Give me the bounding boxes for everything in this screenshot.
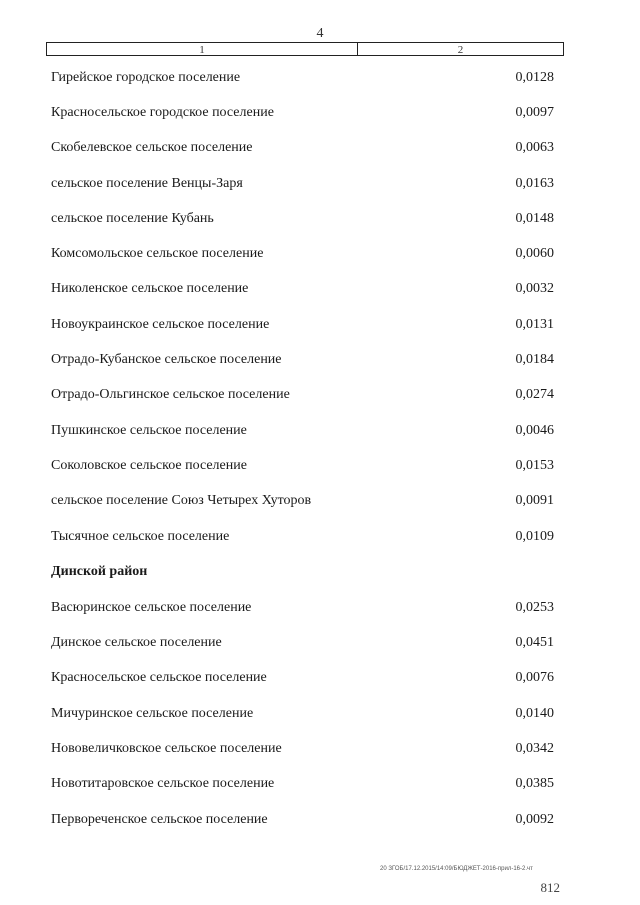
table-row	[51, 413, 554, 448]
settlement-name: Отрадо-Кубанское сельское поселение	[51, 352, 282, 368]
coefficient-value: 0,0032	[515, 281, 554, 297]
settlement-name: Нововеличковское сельское поселение	[51, 740, 282, 756]
coefficient-value: 0,0253	[515, 599, 554, 615]
coefficient-value: 0,0140	[515, 705, 554, 721]
table-row	[51, 342, 554, 377]
coefficient-value: 0,0060	[515, 246, 554, 262]
header-col-1: 1	[47, 43, 358, 55]
table-row	[51, 272, 554, 307]
table-row	[51, 131, 554, 166]
coefficient-value: 0,0128	[515, 69, 554, 85]
coefficient-value: 0,0076	[515, 670, 554, 686]
section-heading: Динской район	[51, 564, 148, 580]
table-row	[51, 661, 554, 696]
table-row	[51, 625, 554, 660]
coefficient-value: 0,0091	[515, 493, 554, 509]
settlement-name: сельское поселение Союз Четырех Хуторов	[51, 493, 312, 509]
footer-page-number: 812	[540, 880, 560, 895]
coefficient-value: 0,0148	[515, 210, 554, 226]
settlement-name: Тысячное сельское поселение	[51, 528, 230, 544]
settlement-name: Пушкинское сельское поселение	[51, 422, 247, 438]
table-row	[51, 767, 554, 802]
table-header	[46, 42, 564, 56]
coefficient-value: 0,0342	[515, 740, 554, 756]
coefficient-value: 0,0274	[515, 387, 554, 403]
coefficient-value: 0,0131	[515, 316, 554, 332]
coefficient-value: 0,0097	[515, 104, 554, 120]
header-col-2: 2	[457, 44, 464, 56]
table-row	[51, 378, 554, 413]
settlement-name: сельское поселение Кубань	[51, 210, 214, 226]
table-row	[51, 307, 554, 342]
table-row	[51, 484, 554, 519]
section-heading-row	[51, 554, 554, 590]
coefficient-value: 0,0046	[515, 422, 554, 438]
settlement-name: Первореченское сельское поселение	[51, 811, 268, 827]
settlement-name: Гирейское городское поселение	[51, 69, 241, 85]
settlement-name: Соколовское сельское поселение	[51, 457, 247, 473]
coefficient-value: 0,0163	[515, 175, 554, 191]
table-body	[51, 60, 554, 837]
coefficient-value: 0,0184	[515, 352, 554, 368]
settlement-name: Николенское сельское поселение	[51, 281, 249, 297]
settlement-name: Мичуринское сельское поселение	[51, 705, 254, 721]
settlement-name: Отрадо-Ольгинское сельское поселение	[51, 387, 290, 403]
footer-code: 20 ЗГОБ/17.12.2015/14:09/БЮДЖЕТ-2016-прил-16-2.чт	[380, 866, 533, 872]
table-row	[51, 519, 554, 554]
table-row	[51, 95, 554, 130]
table-row	[51, 696, 554, 731]
settlement-name: Динское сельское поселение	[51, 635, 222, 651]
settlement-name: сельское поселение Венцы-Заря	[51, 175, 243, 191]
table-row	[51, 448, 554, 483]
coefficient-value: 0,0385	[515, 776, 554, 792]
table-row	[51, 236, 554, 271]
settlement-name: Новоукраинское сельское поселение	[51, 316, 270, 332]
settlement-name: Комсомольское сельское поселение	[51, 246, 264, 262]
coefficient-value: 0,0451	[515, 635, 554, 651]
table-row	[51, 201, 554, 236]
table-row	[51, 60, 554, 95]
settlement-name: Скобелевское сельское поселение	[51, 140, 253, 156]
table-row	[51, 802, 554, 837]
table-row	[51, 590, 554, 625]
coefficient-value: 0,0153	[515, 457, 554, 473]
settlement-name: Новотитаровское сельское поселение	[51, 776, 275, 792]
table-row	[51, 731, 554, 766]
coefficient-value: 0,0092	[515, 811, 554, 827]
coefficient-value: 0,0109	[515, 528, 554, 544]
settlement-name: Красносельское сельское поселение	[51, 670, 267, 686]
page-number: 4	[316, 26, 324, 41]
settlement-name: Красносельское городское поселение	[51, 104, 274, 120]
settlement-name: Васюринское сельское поселение	[51, 599, 252, 615]
table-row	[51, 166, 554, 201]
coefficient-value: 0,0063	[515, 140, 554, 156]
